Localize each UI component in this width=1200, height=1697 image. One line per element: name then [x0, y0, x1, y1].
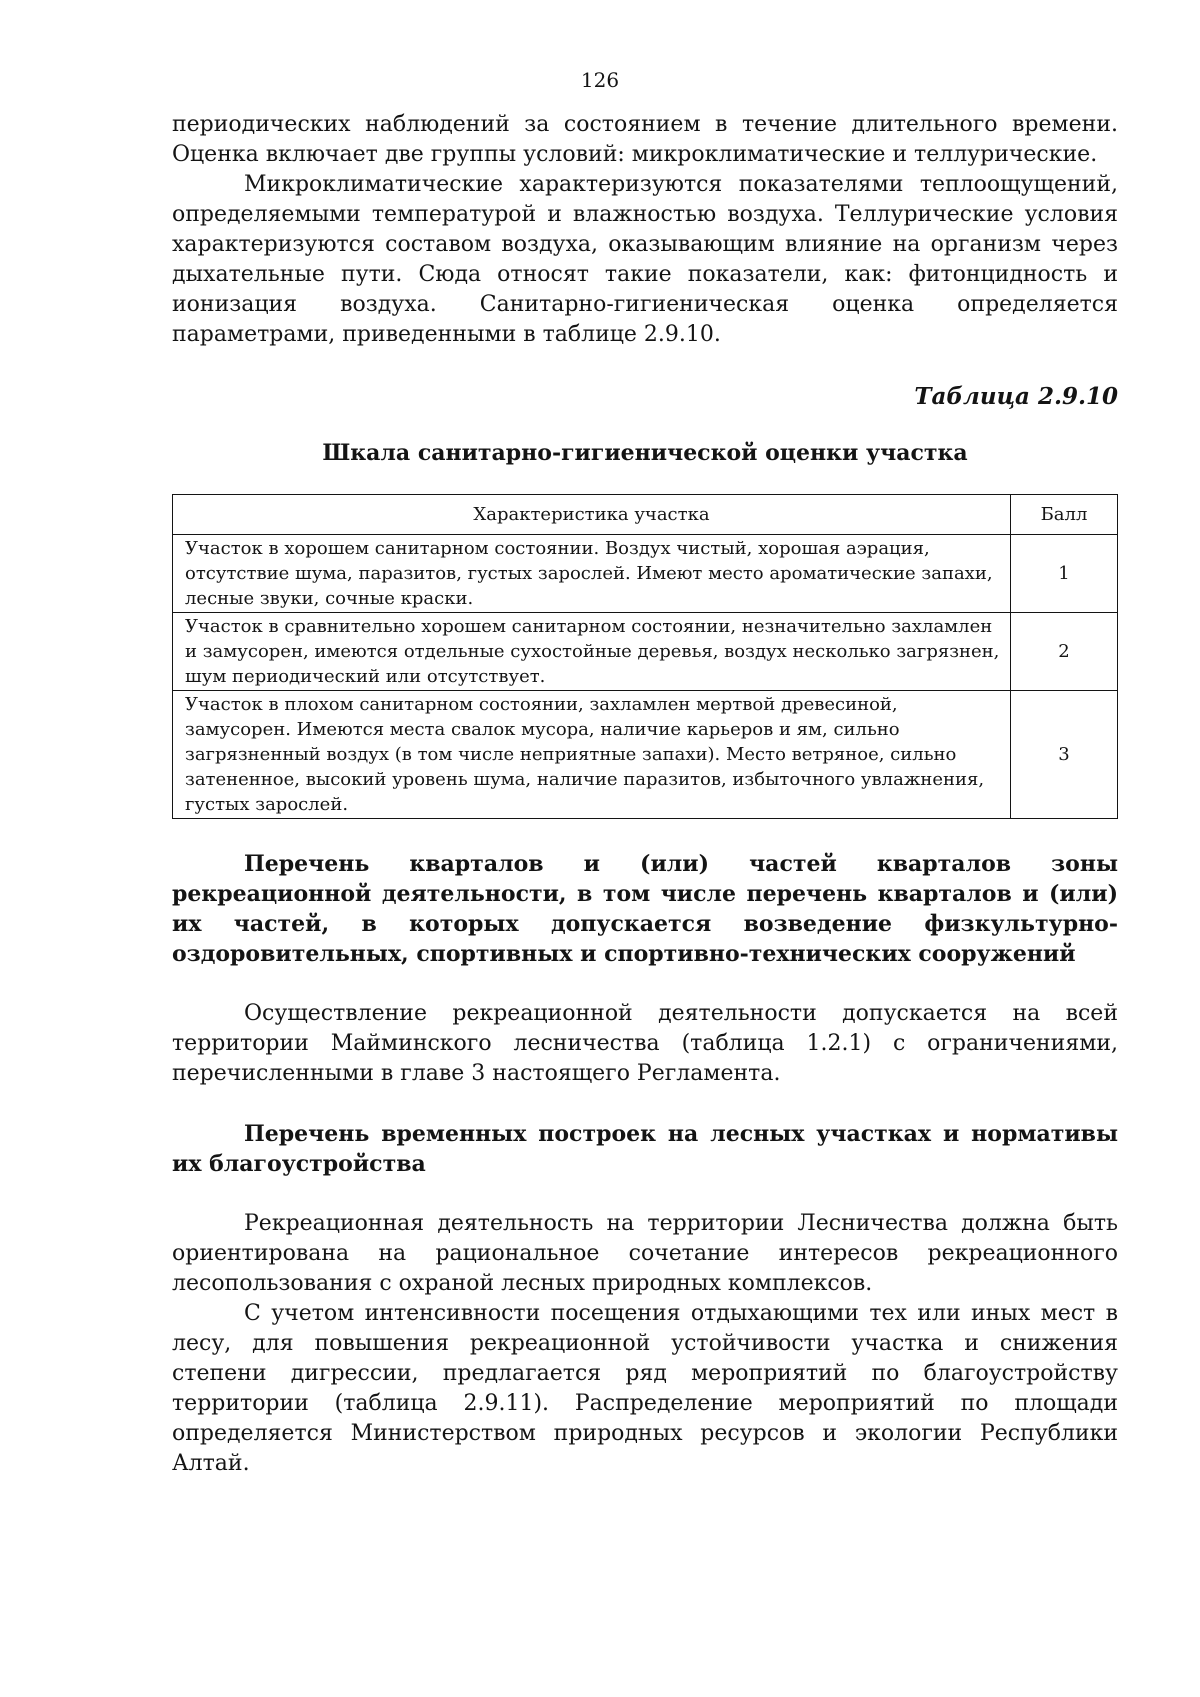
row-characteristic: Участок в хорошем санитарном состоянии. Воздух чистый, хорошая аэрация, отсутствие шума, паразитов, густых зарослей. Имеют место ароматические запахи, лесные звуки, сочные краски.: [173, 535, 1011, 613]
row-score: 3: [1011, 691, 1118, 819]
table-row: [173, 535, 1118, 613]
table-title: Шкала санитарно-гигиенической оценки участка: [322, 440, 968, 466]
section2-paragraph-2: С учетом интенсивности посещения отдыхающими тех или иных мест в лесу, для повышения рекреационной устойчивости участка и снижения степени дигрессии, предлагается ряд мероприятий по благоустройству территории (таблица 2.9.11). Распределение мероприятий по площади определяется Министерством природных ресурсов и экологии Республики Алтай.: [172, 1301, 1118, 1476]
row-characteristic: Участок в сравнительно хорошем санитарном состоянии, незначительно захламлен и замусорен, имеются отдельные сухостойные деревья, воздух несколько загрязнен, шум периодический или отсутствует.: [173, 613, 1011, 691]
section-heading-recreation-zone: Перечень кварталов и (или) частей кварталов зоны рекреационной деятельности, в том числе перечень кварталов и (или) их частей, в которых допускается возведение физкультурно-оздоровительных, спортивных и спортивно-технических сооружений: [172, 851, 1118, 967]
table-caption: Таблица 2.9.10: [914, 383, 1118, 410]
page-content: [172, 110, 1118, 1479]
section2-paragraph-1: Рекреационная деятельность на территории Лесничества должна быть ориентирована на рациональное сочетание интересов рекреационного лесопользования с охраной лесных природных комплексов.: [172, 1211, 1118, 1296]
page-number: 126: [580, 68, 620, 92]
row-score: 2: [1011, 613, 1118, 691]
table-row: [173, 613, 1118, 691]
intro-paragraph-1: периодических наблюдений за состоянием в течение длительного времени. Оценка включает две группы условий: микроклиматические и теллурические.: [172, 112, 1118, 167]
section-heading-temporary-buildings: Перечень временных построек на лесных участках и нормативы их благоустройства: [172, 1121, 1118, 1177]
row-score: 1: [1011, 535, 1118, 613]
section1-paragraph-1: Осуществление рекреационной деятельности допускается на всей территории Майминского лесничества (таблица 1.2.1) с ограничениями, перечисленными в главе 3 настоящего Регламента.: [172, 1001, 1118, 1086]
table-header-row: [173, 495, 1118, 535]
table-row: [173, 691, 1118, 819]
header-score: Балл: [1011, 495, 1118, 535]
sanitary-assessment-table: [172, 494, 1118, 819]
header-characteristic: Характеристика участка: [173, 495, 1011, 535]
row-characteristic: Участок в плохом санитарном состоянии, захламлен мертвой древесиной, замусорен. Имеются места свалок мусора, наличие карьеров и ям, сильно загрязненный воздух (в том числе неприятные запахи). Место ветряное, сильно затененное, высокий уровень шума, наличие паразитов, избыточного увлажнения, густых зарослей.: [173, 691, 1011, 819]
intro-paragraph-2: Микроклиматические характеризуются показателями теплоощущений, определяемыми температурой и влажностью воздуха. Теллурические условия характеризуются составом воздуха, оказывающим влияние на организм через дыхательные пути. Сюда относят такие показатели, как: фитонцидность и ионизация воздуха. Санитарно-гигиеническая оценка определяется параметрами, приведенными в таблице 2.9.10.: [172, 172, 1118, 347]
